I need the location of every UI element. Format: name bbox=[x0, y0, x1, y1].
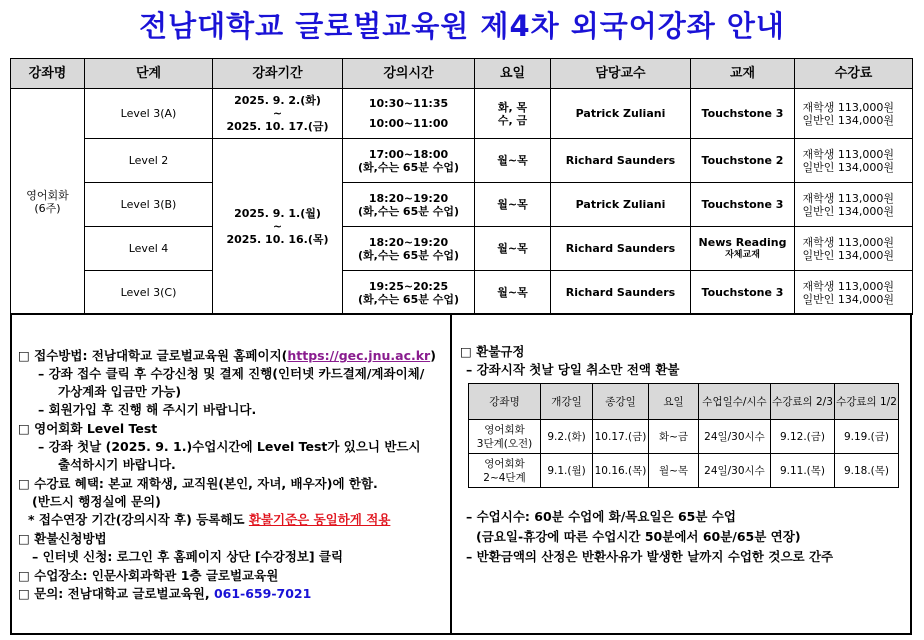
time-cell bbox=[343, 183, 475, 227]
day-cell: 월~목 bbox=[475, 227, 551, 271]
header-fee: 수강료 bbox=[795, 59, 913, 89]
course-table-header bbox=[11, 59, 913, 89]
fee-student: 재학생 113,000원 bbox=[802, 235, 894, 249]
level-cell: Level 4 bbox=[85, 227, 213, 271]
info-fee-benefit-note: (반드시 행정실에 문의) bbox=[32, 494, 161, 509]
fee-general: 일반인 134,000원 bbox=[802, 204, 894, 218]
time-primary: 10:30~11:35 bbox=[368, 96, 449, 110]
info-fee-benefit: □ 수강료 혜택: 본교 재학생, 교직원(본인, 자녀, 배우자)에 한함. bbox=[18, 476, 378, 491]
professor-cell: Patrick Zuliani bbox=[551, 89, 691, 139]
registration-text: □ 접수방법: 전남대학교 글로벌교육원 홈페이지( bbox=[18, 348, 288, 363]
fee-general: 일반인 134,000원 bbox=[802, 292, 894, 306]
header-book: 교재 bbox=[691, 59, 795, 89]
table-row bbox=[11, 227, 913, 271]
header-course-name: 강좌명 bbox=[11, 59, 85, 89]
header-professor: 담당교수 bbox=[551, 59, 691, 89]
fee-general: 일반인 134,000원 bbox=[802, 160, 894, 174]
info-contact bbox=[18, 586, 311, 602]
refund-count-cell: 24일/30시수 bbox=[699, 454, 771, 488]
refund-end-cell: 10.16.(목) bbox=[593, 454, 649, 488]
table-row bbox=[11, 89, 913, 139]
time-secondary: (화,수는 65분 수업) bbox=[358, 292, 459, 306]
info-registration-detail-2: 가상계좌 입금만 가능) bbox=[58, 384, 182, 399]
course-table bbox=[10, 58, 913, 315]
time-primary: 19:25~20:25 bbox=[368, 279, 449, 293]
level-cell: Level 2 bbox=[85, 139, 213, 183]
refund-end-cell: 10.17.(금) bbox=[593, 420, 649, 454]
book-title: Touchstone 3 bbox=[701, 198, 784, 211]
refund-header-half: 수강료의 1/2 bbox=[835, 384, 899, 420]
info-box bbox=[10, 313, 912, 635]
book-cell bbox=[691, 183, 795, 227]
period-end: 2025. 10. 17.(금) bbox=[226, 120, 329, 133]
refund-start-cell: 9.1.(월) bbox=[541, 454, 593, 488]
refund-header-count: 수업일수/시수 bbox=[699, 384, 771, 420]
book-title: News Reading bbox=[698, 235, 787, 249]
info-refund-method-detail: – 인터넷 신청: 로그인 후 홈페이지 상단 [수강정보] 클릭 bbox=[32, 549, 344, 564]
refund-policy-rule: – 강좌시작 첫날 당일 취소만 전액 환불 bbox=[466, 362, 680, 377]
fee-cell bbox=[795, 139, 913, 183]
time-primary: 17:00~18:00 bbox=[368, 147, 449, 161]
info-registration-detail: – 강좌 접수 클릭 후 수강신청 및 결제 진행(인터넷 카드결제/계좌이체/ bbox=[38, 366, 425, 381]
table-row bbox=[11, 183, 913, 227]
fee-cell bbox=[795, 227, 913, 271]
professor-cell: Richard Saunders bbox=[551, 139, 691, 183]
refund-header-day: 요일 bbox=[649, 384, 699, 420]
page-title: 전남대학교 글로벌교육원 제4차 외국어강좌 안내 bbox=[139, 9, 785, 43]
table-row bbox=[11, 271, 913, 315]
refund-calc-note: – 반환금액의 산정은 반환사유가 발생한 날까지 수업한 것으로 간주 bbox=[466, 549, 834, 564]
professor-cell: Richard Saunders bbox=[551, 227, 691, 271]
refund-name-sub: 2~4단계 bbox=[483, 471, 526, 484]
period-start: 2025. 9. 1.(월) bbox=[234, 207, 321, 220]
day-cell bbox=[475, 89, 551, 139]
refund-name-cell bbox=[469, 420, 541, 454]
level-cell: Level 3(B) bbox=[85, 183, 213, 227]
period-start: 2025. 9. 2.(화) bbox=[234, 94, 321, 107]
table-row bbox=[469, 454, 899, 488]
info-membership-note: – 회원가입 후 진행 해 주시기 바랍니다. bbox=[38, 402, 257, 417]
day-cell: 월~목 bbox=[475, 183, 551, 227]
refund-header-end: 종강일 bbox=[593, 384, 649, 420]
day-primary: 화, 목 bbox=[497, 100, 528, 114]
header-day: 요일 bbox=[475, 59, 551, 89]
registration-paren: ) bbox=[430, 348, 436, 363]
refund-count-cell: 24일/30시수 bbox=[699, 420, 771, 454]
refund-day-cell: 월~목 bbox=[649, 454, 699, 488]
period-end: 2025. 10. 16.(목) bbox=[226, 233, 329, 246]
fee-general: 일반인 134,000원 bbox=[802, 248, 894, 262]
period-cell-a bbox=[213, 89, 343, 139]
period-cell-b bbox=[213, 139, 343, 315]
book-title: Touchstone 3 bbox=[701, 107, 784, 120]
time-secondary: (화,수는 65분 수업) bbox=[358, 160, 459, 174]
refund-day-cell: 화~금 bbox=[649, 420, 699, 454]
fee-student: 재학생 113,000원 bbox=[802, 147, 894, 161]
refund-header-name: 강좌명 bbox=[469, 384, 541, 420]
homepage-link[interactable]: https://gec.jnu.ac.kr bbox=[287, 348, 431, 363]
refund-name-sub: 3단계(오전) bbox=[476, 437, 533, 450]
refund-name-cell bbox=[469, 454, 541, 488]
table-row bbox=[11, 139, 913, 183]
book-subtitle: 자체교재 bbox=[725, 249, 760, 260]
info-left-panel bbox=[12, 315, 452, 633]
day-cell: 월~목 bbox=[475, 139, 551, 183]
book-title: Touchstone 2 bbox=[701, 154, 784, 167]
professor-cell: Richard Saunders bbox=[551, 271, 691, 315]
refund-table bbox=[468, 383, 899, 488]
time-cell bbox=[343, 227, 475, 271]
refund-half-cell: 9.18.(목) bbox=[835, 454, 899, 488]
contact-text: □ 문의: 전남대학교 글로벌교육원, bbox=[18, 586, 214, 601]
info-level-test-detail: – 강좌 첫날 (2025. 9. 1.)수업시간에 Level Test가 있으니 반드시 bbox=[38, 439, 421, 454]
fee-cell bbox=[795, 271, 913, 315]
time-cell bbox=[343, 89, 475, 139]
refund-half-cell: 9.19.(금) bbox=[835, 420, 899, 454]
refund-name: 영어회화 bbox=[484, 457, 525, 470]
refund-header-start: 개강일 bbox=[541, 384, 593, 420]
info-extension-note bbox=[28, 512, 390, 528]
fee-student: 재학생 113,000원 bbox=[802, 279, 894, 293]
professor-cell: Patrick Zuliani bbox=[551, 183, 691, 227]
class-hours-note-2: (금요일-휴강에 따른 수업시간 50분에서 60분/65분 연장) bbox=[476, 529, 801, 544]
day-secondary: 수, 금 bbox=[497, 113, 528, 127]
refund-name: 영어회화 bbox=[484, 423, 525, 436]
book-cell bbox=[691, 139, 795, 183]
refund-two-thirds-cell: 9.11.(목) bbox=[771, 454, 835, 488]
info-level-test-detail-2: 출석하시기 바랍니다. bbox=[58, 457, 176, 472]
level-cell: Level 3(C) bbox=[85, 271, 213, 315]
course-duration: (6주) bbox=[34, 201, 61, 215]
course-name: 영어회화 bbox=[26, 188, 69, 202]
time-primary: 18:20~19:20 bbox=[368, 191, 449, 205]
book-cell bbox=[691, 89, 795, 139]
fee-cell bbox=[795, 183, 913, 227]
period-tilde: ~ bbox=[272, 220, 283, 233]
refund-table-header bbox=[469, 384, 899, 420]
fee-student: 재학생 113,000원 bbox=[802, 191, 894, 205]
book-cell bbox=[691, 227, 795, 271]
class-hours-note: – 수업시수: 60분 수업에 화/목요일은 65분 수업 bbox=[466, 509, 736, 524]
time-cell bbox=[343, 139, 475, 183]
table-row bbox=[469, 420, 899, 454]
info-right-panel bbox=[454, 315, 910, 633]
course-name-cell bbox=[11, 89, 85, 315]
day-cell: 월~목 bbox=[475, 271, 551, 315]
refund-policy-title: □ 환불규정 bbox=[460, 344, 525, 359]
book-cell bbox=[691, 271, 795, 315]
fee-cell bbox=[795, 89, 913, 139]
refund-header-two-thirds: 수강료의 2/3 bbox=[771, 384, 835, 420]
refund-start-cell: 9.2.(화) bbox=[541, 420, 593, 454]
extension-highlight: 환불기준은 동일하게 적용 bbox=[248, 512, 391, 527]
extension-text: * 접수연장 기간(강의시작 후) 등록해도 bbox=[28, 512, 249, 527]
period-tilde: ~ bbox=[272, 107, 283, 120]
time-cell bbox=[343, 271, 475, 315]
info-level-test: □ 영어회화 Level Test bbox=[18, 421, 158, 436]
header-time: 강의시간 bbox=[343, 59, 475, 89]
info-registration bbox=[18, 348, 436, 364]
fee-student: 재학생 113,000원 bbox=[802, 100, 894, 114]
time-secondary: (화,수는 65분 수업) bbox=[358, 204, 459, 218]
book-title: Touchstone 3 bbox=[701, 286, 784, 299]
refund-two-thirds-cell: 9.12.(금) bbox=[771, 420, 835, 454]
time-primary: 18:20~19:20 bbox=[368, 235, 449, 249]
time-secondary: 10:00~11:00 bbox=[368, 116, 449, 130]
level-cell: Level 3(A) bbox=[85, 89, 213, 139]
header-period: 강좌기간 bbox=[213, 59, 343, 89]
info-refund-method: □ 환불신청방법 bbox=[18, 531, 107, 546]
info-location: □ 수업장소: 인문사회과학관 1층 글로벌교육원 bbox=[18, 568, 279, 583]
header-level: 단계 bbox=[85, 59, 213, 89]
fee-general: 일반인 134,000원 bbox=[802, 113, 894, 127]
time-secondary: (화,수는 65분 수업) bbox=[358, 248, 459, 262]
contact-phone[interactable]: 061-659-7021 bbox=[213, 586, 312, 601]
